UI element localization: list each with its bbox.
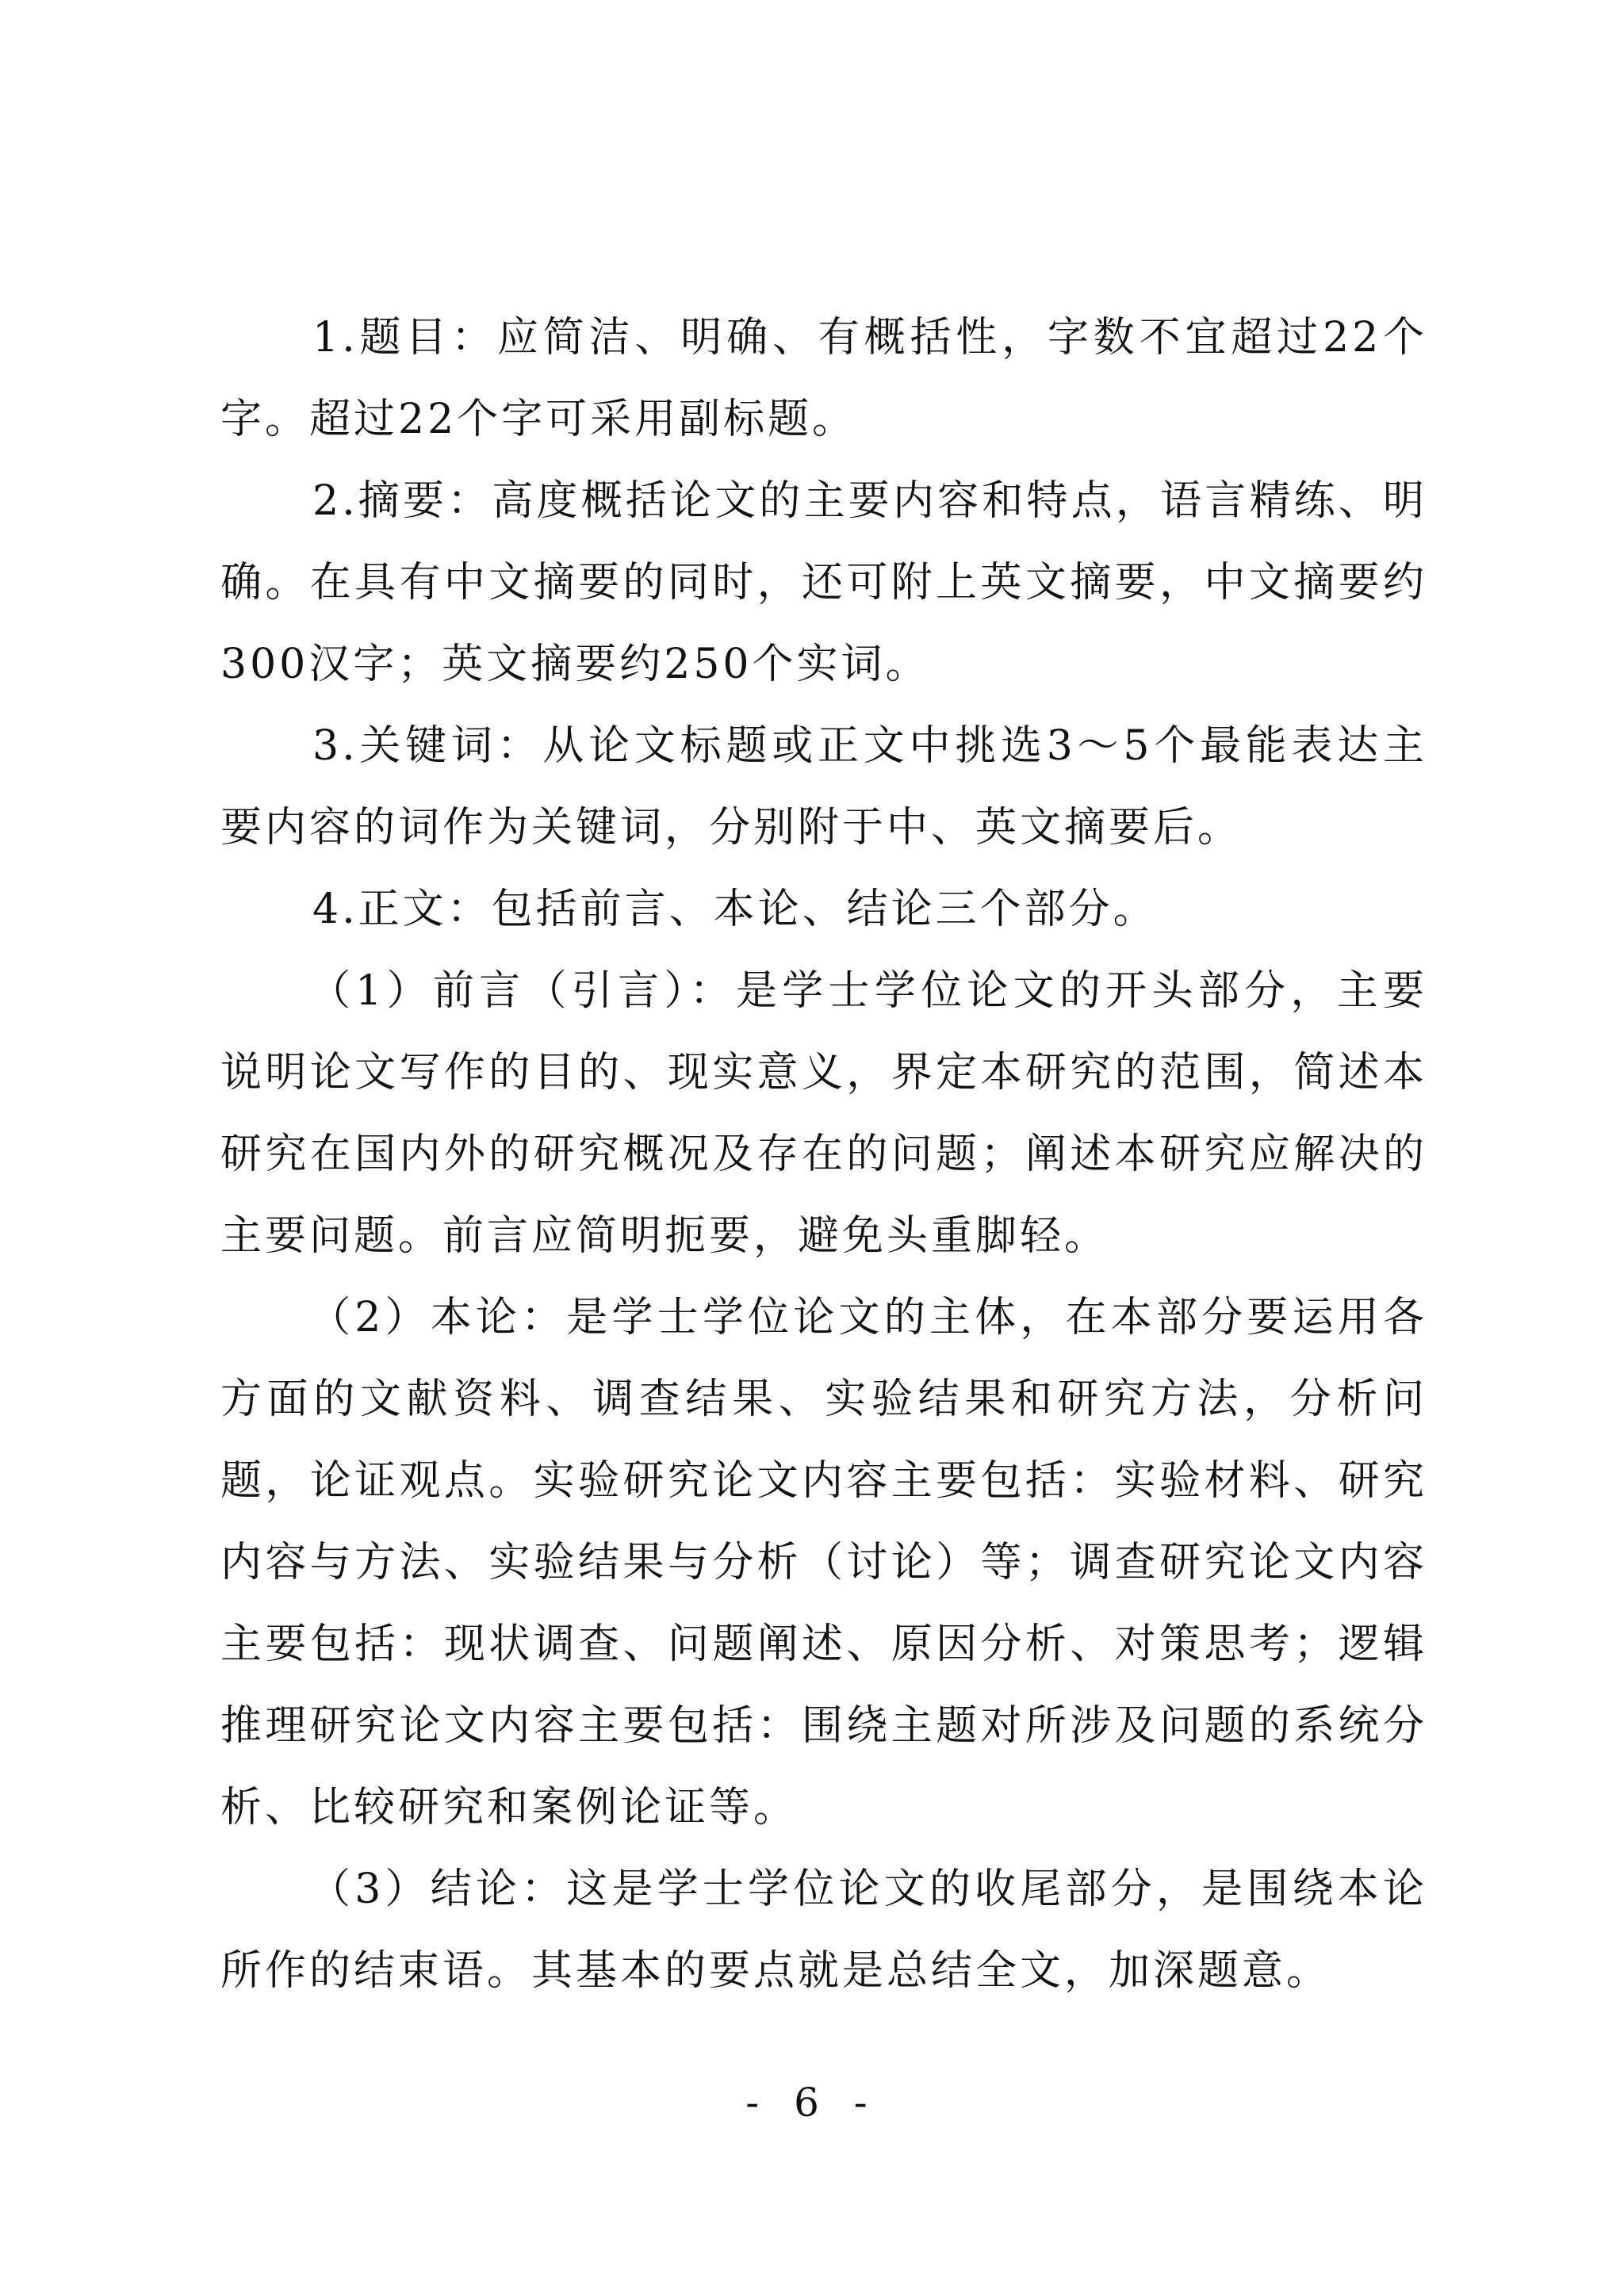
paragraph-main-body: （2）本论：是学士学位论文的主体，在本部分要运用各方面的文献资料、调查结果、实验结果和研究方法，分析问题，论证观点。实验研究论文内容主要包括：实验材料、研究内容与方法、实验结果与分析（讨论）等；调查研究论文内容主要包括：现状调查、问题阐述、原因分析、对策思考；逻辑推理研究论文内容主要包括：围绕主题对所涉及问题的系统分析、比较研究和案例论证等。 bbox=[220, 1294, 1427, 1831]
paragraph-main-text-rule: 4.正文：包括前言、本论、结论三个部分。 bbox=[312, 886, 1158, 933]
page-number: - 6 - bbox=[745, 2080, 879, 2126]
paragraph-keywords-rule: 3.关键词：从论文标题或正文中挑选3～5个最能表达主要内容的词作为关键词，分别附于中、英文摘要后。 bbox=[220, 722, 1427, 851]
paragraph-title-rule: 1.题目：应简洁、明确、有概括性，字数不宜超过22个字。超过22个字可采用副标题。 bbox=[220, 314, 1427, 443]
paragraph-introduction: （1）前言（引言）：是学士学位论文的开头部分，主要说明论文写作的目的、现实意义，界定本研究的范围，简述本研究在国内外的研究概况及存在的问题；阐述本研究应解决的主要问题。前言应简明扼要，避免头重脚轻。 bbox=[220, 967, 1427, 1260]
document-body bbox=[220, 297, 1427, 2012]
paragraph-abstract-rule: 2.摘要：高度概括论文的主要内容和特点，语言精练、明确。在具有中文摘要的同时，还可附上英文摘要，中文摘要约300汉字；英文摘要约250个实词。 bbox=[220, 477, 1427, 688]
paragraph-conclusion: （3）结论：这是学士学位论文的收尾部分，是围绕本论所作的结束语。其基本的要点就是总结全文，加深题意。 bbox=[220, 1866, 1427, 1995]
